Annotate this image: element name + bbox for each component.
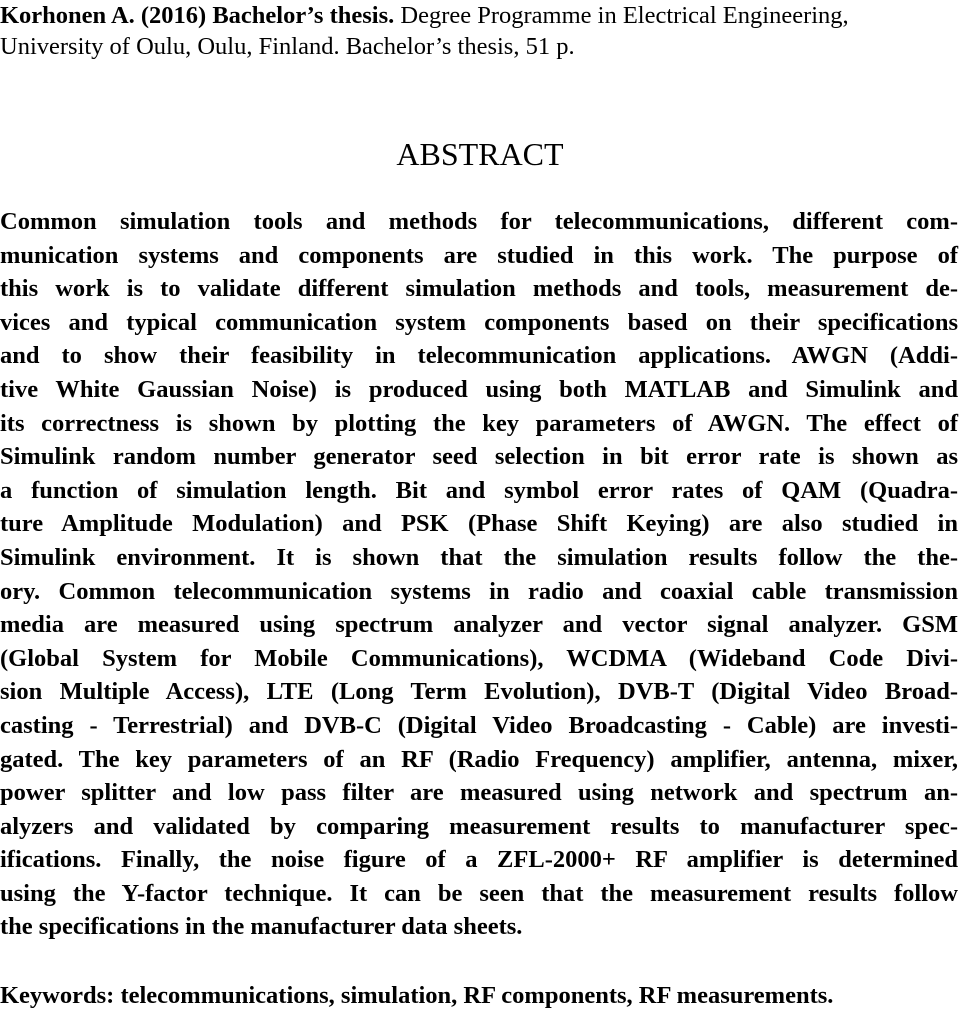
abstract-line: tive White Gaussian Noise) is produced using both MATLAB and Simulink and xyxy=(0,375,958,403)
abstract-line: Simulink environment. It is shown that the simulation results follow the the- xyxy=(0,543,958,571)
abstract-line: and to show their feasibility in telecommunication applications. AWGN (Addi- xyxy=(0,342,958,370)
abstract-line: the specifications in the manufacturer data sheets. xyxy=(0,913,523,941)
abstract-line: its correctness is shown by plotting the key parameters of AWGN. The effect of xyxy=(0,409,958,437)
abstract-line: gated. The key parameters of an RF (Radio Frequency) amplifier, antenna, mixer, xyxy=(0,745,958,773)
abstract-line: ture Amplitude Modulation) and PSK (Phase Shift Keying) are also studied in xyxy=(0,510,958,538)
abstract-line: ory. Common telecommunication systems in radio and coaxial cable transmission xyxy=(0,577,958,605)
abstract-line: munication systems and components are studied in this work. The purpose of xyxy=(0,241,958,269)
citation-author: Korhonen A. (2016) Bachelor’s thesis. xyxy=(0,2,395,29)
citation-programme: Degree Programme in Electrical Engineering, xyxy=(394,2,849,29)
abstract-line: casting - Terrestrial) and DVB-C (Digital Video Broadcasting - Cable) are investi- xyxy=(0,711,958,739)
abstract-line: Simulink random number generator seed selection in bit error rate is shown as xyxy=(0,443,958,471)
keywords-line: Keywords: telecommunications, simulation, RF components, RF measurements. xyxy=(0,982,834,1009)
abstract-heading: ABSTRACT xyxy=(396,136,564,172)
abstract-line: ifications. Finally, the noise figure of a ZFL-2000+ RF amplifier is determined xyxy=(0,846,958,874)
abstract-line: this work is to validate different simulation methods and tools, measurement de- xyxy=(0,275,958,303)
abstract-line: vices and typical communication system components based on their specifications xyxy=(0,308,958,336)
abstract-line: media are measured using spectrum analyzer and vector signal analyzer. GSM xyxy=(0,611,958,639)
abstract-line: alyzers and validated by comparing measurement results to manufacturer spec- xyxy=(0,812,958,840)
abstract-body xyxy=(0,205,958,944)
abstract-line: power splitter and low pass filter are measured using network and spectrum an- xyxy=(0,779,958,807)
abstract-line: sion Multiple Access), LTE (Long Term Evolution), DVB-T (Digital Video Broad- xyxy=(0,678,958,706)
abstract-line: a function of simulation length. Bit and symbol error rates of QAM (Quadra- xyxy=(0,476,958,504)
abstract-line: using the Y-factor technique. It can be seen that the measurement results follow xyxy=(0,879,958,907)
abstract-line: (Global System for Mobile Communications), WCDMA (Wideband Code Divi- xyxy=(0,644,958,672)
citation-header xyxy=(0,0,958,62)
abstract-line: Common simulation tools and methods for telecommunications, different com- xyxy=(0,208,958,235)
citation-university: University of Oulu, Oulu, Finland. Bachelor’s thesis, 51 p. xyxy=(0,33,575,60)
